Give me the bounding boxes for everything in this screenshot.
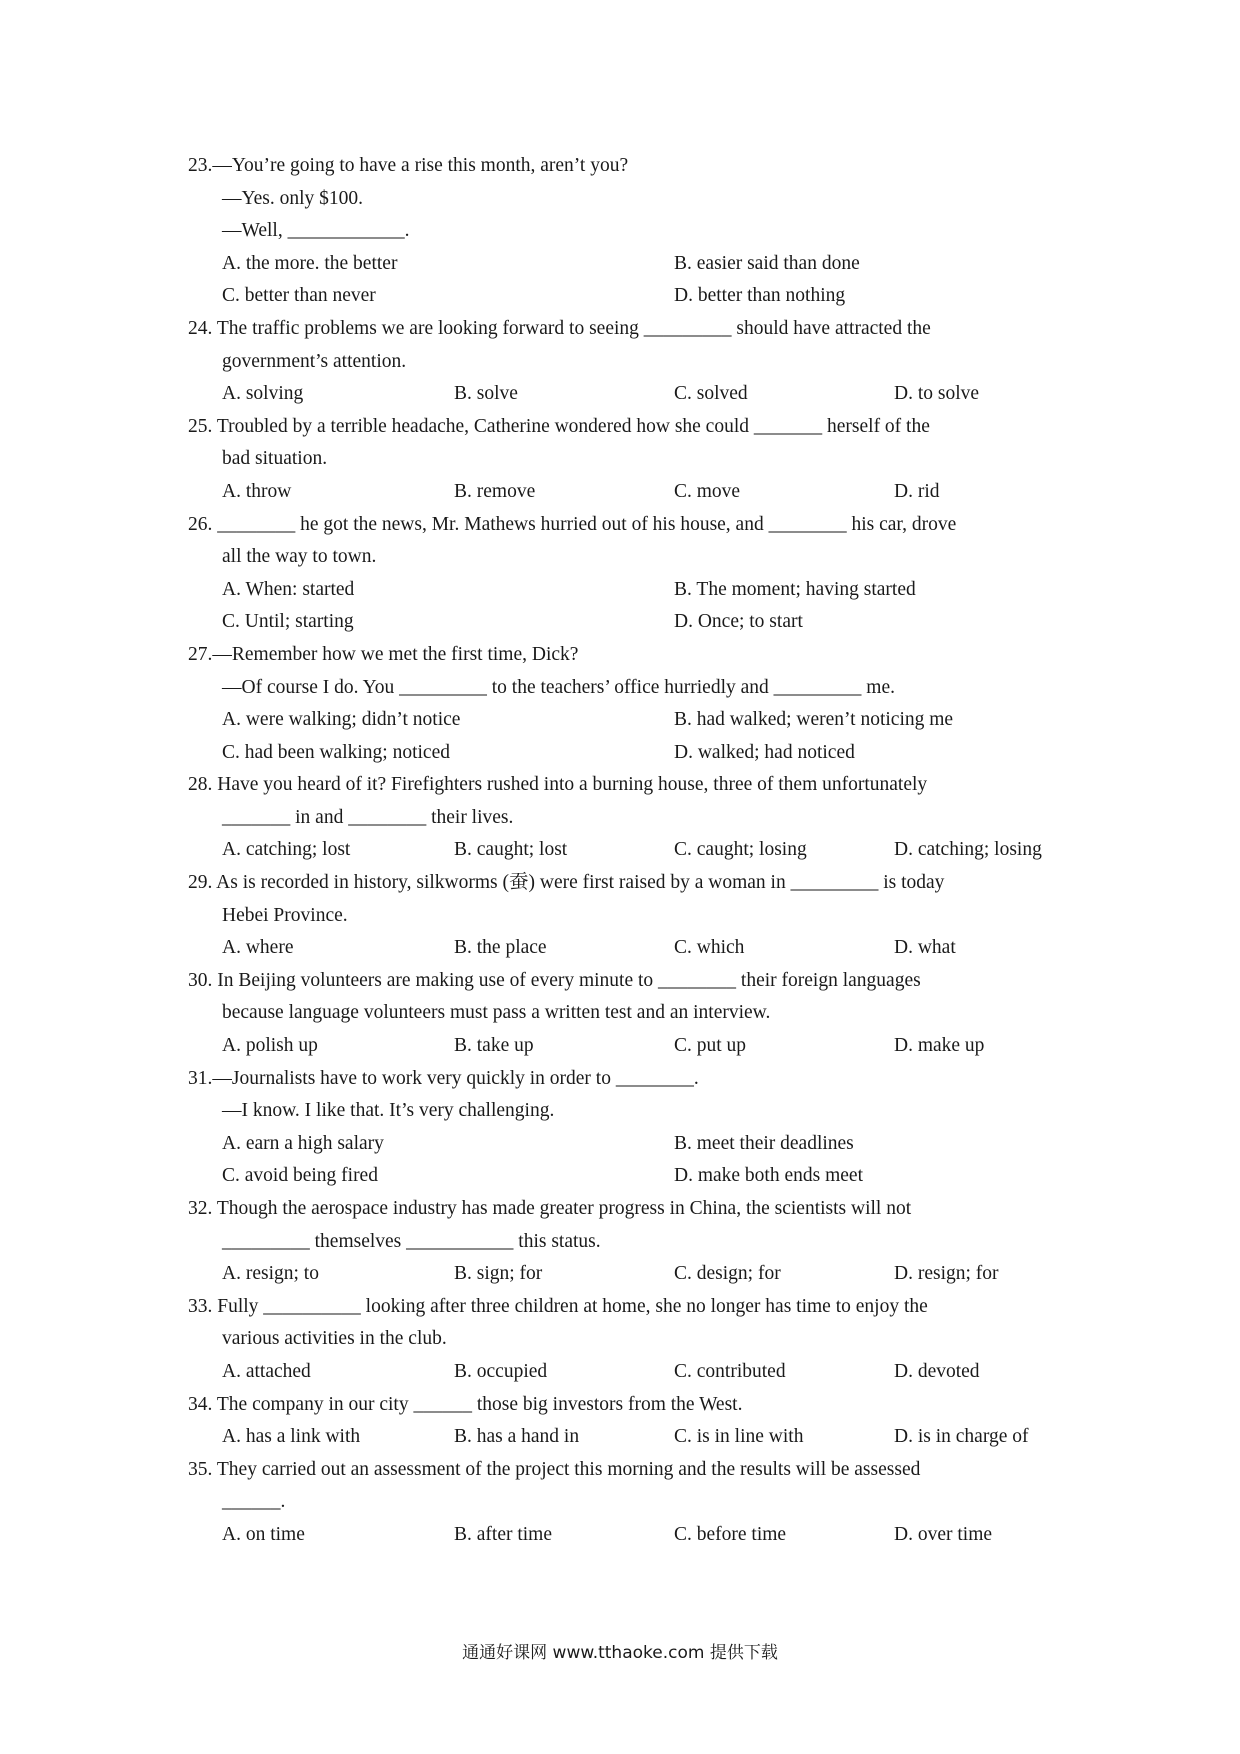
question-text: 25. Troubled by a terrible headache, Catherine wondered how she could _______ herself of the [188, 415, 930, 437]
question-26 [188, 509, 1068, 639]
option-d: D. walked; had noticed [674, 741, 855, 763]
option-a: A. where [222, 937, 294, 959]
question-list [188, 150, 1068, 1552]
question-28 [188, 769, 1068, 867]
question-text: 29. As is recorded in history, silkworms (蚕) were first raised by a woman in _________ is today [188, 872, 945, 894]
question-text-cont: government’s attention. [222, 350, 407, 372]
question-text: 26. ________ he got the news, Mr. Mathews hurried out of his house, and ________ his car, drove [188, 513, 957, 535]
question-text: 32. Though the aerospace industry has made greater progress in China, the scientists will not [188, 1198, 912, 1219]
option-c: C. Until; starting [222, 611, 354, 633]
question-text: 33. Fully __________ looking after three children at home, she no longer has time to enjoy the [188, 1295, 928, 1317]
options-row [188, 248, 1068, 281]
option-b: B. occupied [454, 1360, 548, 1382]
option-d: D. Once; to start [674, 611, 803, 633]
dialogue-line: —I know. I like that. It’s very challenging. [222, 1100, 555, 1122]
options-row [188, 1160, 1068, 1193]
dialogue-line: —Yes. only $100. [222, 187, 364, 209]
options-row [188, 280, 1068, 313]
option-b: B. had walked; weren’t noticing me [674, 709, 954, 731]
option-a: A. solving [222, 383, 304, 405]
option-a: A. catching; lost [222, 839, 351, 861]
option-c: C. move [674, 480, 741, 502]
option-d: D. to solve [894, 383, 980, 405]
option-d: D. is in charge of [894, 1426, 1029, 1448]
question-text-cont: bad situation. [222, 448, 328, 470]
options-row [188, 378, 1068, 411]
options-row [188, 932, 1068, 965]
question-text-cont: various activities in the club. [222, 1328, 447, 1350]
options-row [188, 737, 1068, 770]
option-b: B. caught; lost [454, 839, 568, 861]
options-row [188, 1421, 1068, 1454]
option-d: D. catching; losing [894, 839, 1042, 861]
page-footer: 通通好课网 www.tthaoke.com 提供下载 [462, 1643, 778, 1663]
question-text: 31.—Journalists have to work very quickly in order to ________. [188, 1067, 699, 1089]
question-31 [188, 1063, 1068, 1193]
option-a: A. were walking; didn’t notice [222, 709, 461, 731]
options-row [188, 476, 1068, 509]
option-c: C. is in line with [674, 1426, 804, 1448]
option-a: A. the more. the better [222, 252, 398, 274]
question-text-cont: Hebei Province. [222, 904, 348, 926]
option-b: B. has a hand in [454, 1426, 580, 1448]
option-a: A. resign; to [222, 1263, 319, 1285]
question-text: 28. Have you heard of it? Firefighters rushed into a burning house, three of them unfortunately [188, 774, 928, 796]
dialogue-line: —Of course I do. You _________ to the teachers’ office hurriedly and _________ me. [222, 676, 895, 698]
option-a: A. polish up [222, 1035, 318, 1057]
option-d: D. devoted [894, 1360, 980, 1382]
option-c: C. better than never [222, 285, 376, 307]
option-c: C. caught; losing [674, 839, 807, 861]
question-32 [188, 1193, 1068, 1291]
options-row [188, 834, 1068, 867]
question-text-cont: because language volunteers must pass a written test and an interview. [222, 1002, 771, 1024]
options-row [188, 1258, 1068, 1291]
option-b: B. The moment; having started [674, 578, 916, 600]
options-row [188, 1128, 1068, 1161]
options-row [188, 1519, 1068, 1552]
question-text: 35. They carried out an assessment of the project this morning and the results will be assessed [188, 1458, 921, 1480]
question-text: 27.—Remember how we met the first time, Dick? [188, 643, 579, 665]
option-d: D. make both ends meet [674, 1165, 863, 1187]
question-27 [188, 639, 1068, 769]
question-text-cont: all the way to town. [222, 546, 377, 568]
question-24 [188, 313, 1068, 411]
option-d: D. resign; for [894, 1263, 999, 1285]
option-c: C. design; for [674, 1263, 781, 1285]
question-25 [188, 411, 1068, 509]
question-33 [188, 1291, 1068, 1389]
option-a: A. has a link with [222, 1426, 361, 1448]
option-a: A. When: started [222, 578, 355, 600]
option-a: A. throw [222, 480, 292, 502]
option-c: C. solved [674, 383, 748, 405]
option-c: C. which [674, 937, 745, 959]
question-29 [188, 867, 1068, 965]
question-34 [188, 1389, 1068, 1454]
options-row [188, 1030, 1068, 1063]
option-d: D. what [894, 937, 956, 959]
question-text-cont: _________ themselves ___________ this status. [222, 1230, 601, 1252]
option-b: B. after time [454, 1523, 553, 1545]
question-text-cont: _______ in and ________ their lives. [222, 806, 514, 828]
option-c: C. contributed [674, 1360, 786, 1382]
question-text: 23.—You’re going to have a rise this month, aren’t you? [188, 155, 629, 176]
option-b: B. remove [454, 480, 536, 502]
option-b: B. easier said than done [674, 252, 860, 274]
option-d: D. better than nothing [674, 285, 846, 307]
question-text: 30. In Beijing volunteers are making use of every minute to ________ their foreign languages [188, 969, 921, 991]
question-23 [188, 150, 1068, 313]
options-row [188, 606, 1068, 639]
option-b: B. sign; for [454, 1263, 543, 1285]
option-b: B. solve [454, 383, 518, 405]
question-text: 24. The traffic problems we are looking forward to seeing _________ should have attracted the [188, 317, 931, 339]
option-a: A. on time [222, 1523, 305, 1545]
question-text-cont: ______. [222, 1491, 286, 1513]
question-35 [188, 1454, 1068, 1552]
option-b: B. meet their deadlines [674, 1132, 854, 1154]
option-d: D. make up [894, 1035, 985, 1057]
option-a: A. earn a high salary [222, 1132, 384, 1154]
option-d: D. over time [894, 1523, 993, 1545]
question-30 [188, 965, 1068, 1063]
option-c: C. before time [674, 1523, 787, 1545]
dialogue-line: —Well, ____________. [222, 220, 410, 242]
option-b: B. take up [454, 1035, 534, 1057]
option-a: A. attached [222, 1360, 311, 1382]
options-row [188, 574, 1068, 607]
option-b: B. the place [454, 937, 547, 959]
option-c: C. had been walking; noticed [222, 741, 450, 763]
options-row [188, 704, 1068, 737]
option-d: D. rid [894, 480, 940, 502]
option-c: C. avoid being fired [222, 1165, 378, 1187]
options-row [188, 1356, 1068, 1389]
question-text: 34. The company in our city ______ those big investors from the West. [188, 1393, 743, 1415]
option-c: C. put up [674, 1035, 747, 1057]
